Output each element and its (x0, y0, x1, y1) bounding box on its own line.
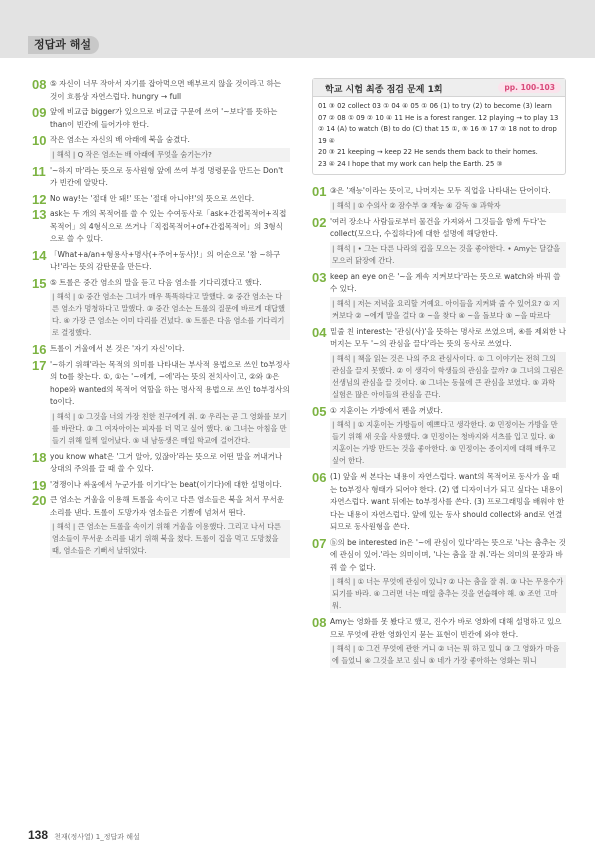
explanation-text: No way!는 '절대 안 돼!' 또는 '절대 아니야!'의 뜻으로 쓰인다. (50, 193, 255, 203)
explanation-text: 앞에 비교급 bigger가 있으므로 비교급 구문에 쓰여 '~보다'를 뜻하는 than이 빈칸에 들어가야 한다. (50, 107, 278, 129)
explanation-text: 「What+a/an+형용사+명사(+주어+동사)!」의 어순으로 '참 ~하구나!'라는 뜻의 감탄문을 만든다. (50, 249, 281, 271)
answer-item (32, 494, 290, 558)
question-number: 17 (32, 357, 47, 373)
translation-text: | 해석 | ① 중간 염소는 그녀가 매우 똑똑하다고 말했다. ② 중간 염소는 다른 염소가 멍청하다고 말했다. ③ 중간 염소는 트롤의 질문에 바르게 대답했다. ④ 가장 큰 염소는 이미 다리를 건넜다. ⑤ 트롤은 다음 염소를 기다리기로 결정했다. (50, 290, 290, 340)
answer-item (32, 134, 290, 162)
translation-text: | 해석 | • 그는 다른 나라의 컵을 모으는 것을 좋아한다. • Amy는 달걀을 모으러 닭장에 간다. (330, 242, 566, 268)
answer-item (32, 451, 290, 476)
answer-item (312, 185, 566, 213)
answer-item (32, 208, 290, 246)
explanation-text: 밑줄 친 interest는 '관심(사)'을 뜻하는 명사로 쓰였으며, ④를 제외한 나머지는 모두 '~의 관심을 끌다'라는 뜻의 동사로 쓰였다. (330, 326, 566, 348)
header-bar (0, 0, 595, 58)
explanation-text: 작은 염소는 자신의 배 아래에 북을 숨겼다. (50, 135, 190, 144)
page-footer (28, 828, 140, 842)
translation-text: | 해석 | ① 지훈이는 가방들이 예쁘다고 생각한다. ② 민정이는 가방을 만들기 위해 새 옷을 사용했다. ③ 민정이는 청바지와 셔츠를 입고 있다. ④ 지훈이는 가방 만드는 것을 좋아한다. ⑤ 민정이는 종이지에 대해 배우고 싶어 한다. (330, 418, 566, 468)
translation-text: | 해석 | ① 그건 무엇에 관한 거니 ② 너는 뭐 하고 있니 ③ 그 영화가 마음에 들었니 ④ 그것을 보고 싶니 ⑤ 네가 가장 좋아하는 영화는 뭐니 (330, 642, 566, 668)
question-number: 16 (32, 342, 47, 357)
answer-item (32, 277, 290, 341)
question-number: 08 (32, 77, 47, 92)
explanation-text: '~하기 위해'라는 목적의 의미를 나타내는 부사적 용법으로 쓰인 to부정사의 to를 찾는다. ①, ①는 '~에게, ~에'라는 뜻의 전치사이고, ②와 ③은 hope와 wanted의 목적어 역할을 하는 명사적 용법으로 쓰인 to부정사의 to이다. (50, 359, 290, 406)
question-number: 18 (32, 449, 47, 465)
explanation-text: ③은 '재능'이라는 뜻이고, 나머지는 모두 직업을 나타내는 단어이다. (330, 186, 551, 195)
answer-line: 23 ④ 24 I hope that my work can help the Earth. 25 ③ (318, 159, 503, 168)
question-number: 04 (312, 324, 327, 340)
translation-text: | 해석 | ① 수의사 ② 잠수부 ③ 재능 ④ 감독 ⑤ 과학자 (330, 199, 566, 213)
test-answer-box (312, 78, 566, 175)
explanation-text: ⑤ 트롤은 중간 염소의 말을 듣고 다음 염소를 기다리겠다고 했다. (50, 277, 262, 287)
page-number: 138 (28, 828, 49, 842)
question-number: 15 (32, 275, 47, 291)
answer-item (312, 326, 566, 402)
question-number: 11 (32, 163, 46, 179)
answer-key (313, 97, 565, 174)
answer-item (32, 479, 290, 492)
answer-item (312, 271, 566, 323)
right-column (312, 78, 566, 671)
question-number: 07 (312, 535, 327, 551)
translation-text: | 해석 | ① 너는 무엇에 관심이 있니? ② 나는 춤을 잘 춰. ③ 나는 무용수가 되기를 바라. ④ 그러면 너는 매일 춤추는 것을 연습해야 해. ⑤ 조언 고마워. (330, 575, 566, 613)
answer-line: 20 ③ 21 keeping → keep 22 He sends them back to their homes. (318, 148, 538, 156)
translation-text: | 해석 | 책을 읽는 것은 나의 주요 관심사이다. ① 그 이야기는 전혀 그의 관심을 끌지 못했다. ② 이 생각이 학생들의 관심을 끌까? ③ 그녀의 그림은 선생님의 관심을 끌 것이다. ④ 그녀는 동물에 큰 관심을 보였다. ⑤ 과학 실험은 많은 아이들의 관심을 끈다. (330, 352, 566, 402)
answer-item (312, 471, 566, 534)
explanation-text: ask는 두 개의 목적어를 쓸 수 있는 수여동사로「ask+간접목적어+직접목적어」의 4형식으로 쓰거나「직접목적어+of+간접목적어」의 3형식으로 쓸 수 있다. (50, 209, 287, 243)
explanation-text: (1) 앞을 써 본다는 내용이 자연스럽다. want의 목적어로 동사가 올 때는 to부정사 형태가 되어야 한다. (2) 앱 디자이너가 되고 싶다는 내용이 자연스럽다. want 뒤에는 to부정사를 쓴다. (3) 프로그래밍을 배워야 한다는 내용이 자연스럽다. 앞에 있는 동사 should collect와 and로 연결되므로 동사원형을 쓴다. (330, 472, 565, 531)
answer-item (32, 359, 290, 448)
question-number: 09 (32, 105, 47, 120)
question-number: 06 (312, 470, 327, 485)
footer-text: 천재(정사열) 1_정답과 해설 (54, 833, 140, 841)
test-title: 학교 시험 최종 점검 문제 1회 (325, 85, 443, 95)
answer-item (32, 165, 290, 190)
translation-text: | 해석 | 저는 저녁을 요리할 거예요. 아이들을 지켜봐 줄 수 있어요? ① 지켜보다 ② ~에게 말을 걸다 ③ ~을 찾다 ④ ~을 돌보다 ⑤ ~을 따르다 (330, 297, 566, 323)
question-number: 12 (32, 191, 47, 207)
question-number: 08 (312, 615, 327, 630)
explanation-text: 큰 염소는 거울을 이용해 트롤을 속이고 다른 염소들은 북을 쳐서 무서운 소리를 낸다. 트롤이 도망가자 염소들은 기쁨에 넘쳐서 뛴다. (50, 495, 284, 517)
left-column (32, 78, 290, 561)
explanation-text: ⓑ의 be interested in은 '~에 관심이 있다'라는 뜻으로 '나는 춤추는 것에 관심이 있어.'라는 의미이며, '나는 춤을 잘 춰.'라는 의미의 문장과 바꿔 쓸 수 없다. (330, 537, 566, 572)
answer-item (32, 78, 290, 103)
question-number: 10 (32, 133, 47, 148)
question-number: 14 (32, 247, 47, 263)
explanation-text: you know what은 '그거 알아, 있잖아'라는 뜻으로 어떤 말을 꺼내거나 상대의 주의를 끌 때 쓸 수 있다. (50, 451, 283, 473)
explanation-text: '여러 장소나 사람들로부터 물건을 가져와서 그것들을 함께 두다'는 collect(모으다, 수집하다)에 대한 설명에 해당한다. (330, 216, 547, 238)
explanation-text: '~하지 마'라는 뜻으로 동사원형 앞에 쓰여 부정 명령문을 만드는 Don't가 빈칸에 알맞다. (50, 165, 284, 187)
question-number: 03 (312, 269, 327, 285)
translation-text: | 해석 | ① 그것을 너의 가장 친한 친구에게 줘. ② 우리는 곧 그 영화를 보기를 바란다. ③ 그 여자아이는 피자를 더 먹고 싶어 했다. ④ 그녀는 아침을 만들기 위해 일찍 일어났다. ⑤ 내 남동생은 매일 학교에 걸어간다. (50, 410, 290, 448)
page-range-badge: pp. 100-103 (498, 82, 561, 93)
question-number: 01 (312, 184, 327, 199)
translation-text: | 해석 | 큰 염소는 트롤을 속이기 위해 거울을 이용했다. 그리고 나서 다른 염소들이 무서운 소리를 내기 위해 북을 쳤다. 트롤이 겁을 먹고 도망쳤을 때, 염소들은 기뻐서 날뛰었다. (50, 520, 290, 558)
explanation-text: 트롤이 거울에서 본 것은 '자기 자신'이다. (50, 344, 185, 353)
answer-item (32, 193, 290, 206)
answer-line: 01 ③ 02 collect 03 ① 04 ④ 05 ① 06 (1) to try (2) to become (3) learn 07 ② 08 ① 09 ② 10 ④ 11 He is a forest ranger. 12 playing → to play 13 ② 14 (A) to watch (B) to do (C) that 15 ①, ⑤ 16 ⑤ 17 ② 18 not to drop 19 ④ (318, 102, 559, 145)
question-number: 13 (32, 207, 47, 222)
answer-item (32, 249, 290, 274)
answer-item (312, 537, 566, 614)
explanation-text: keep an eye on은 '~을 계속 지켜보다'라는 뜻으로 watch와 바꿔 쓸 수 있다. (330, 271, 561, 293)
question-number: 20 (32, 493, 47, 508)
right-explanations (312, 185, 566, 668)
explanation-text: Amy는 영화를 못 봤다고 했고, 진수가 바로 영화에 대해 설명하고 있으므로 무엇에 관한 영화인지 묻는 표현이 빈칸에 와야 한다. (330, 617, 562, 639)
explanation-text: ⑤ 자신이 너무 작아서 자기를 잡아먹으면 배부르지 않을 것이라고 하는 것이 흐름상 자연스럽다. hungry → full (50, 79, 282, 101)
translation-text: | 해석 | Q 작은 염소는 배 아래에 무엇을 숨기는가? (50, 148, 290, 162)
section-label: 정답과 해설 (28, 36, 99, 54)
question-number: 05 (312, 403, 327, 419)
answer-item (312, 216, 566, 268)
explanation-text: '경쟁이나 싸움에서 누군가를 이기다'는 beat(이기다)에 대한 설명이다. (50, 479, 282, 489)
answer-item (32, 106, 290, 131)
test-header (313, 79, 565, 97)
explanation-text: ① 지훈이는 가방에서 펜을 꺼냈다. (330, 405, 443, 415)
question-number: 02 (312, 214, 327, 230)
answer-item (312, 405, 566, 469)
answer-item (32, 343, 290, 356)
question-number: 19 (32, 477, 47, 493)
answer-item (312, 616, 566, 668)
